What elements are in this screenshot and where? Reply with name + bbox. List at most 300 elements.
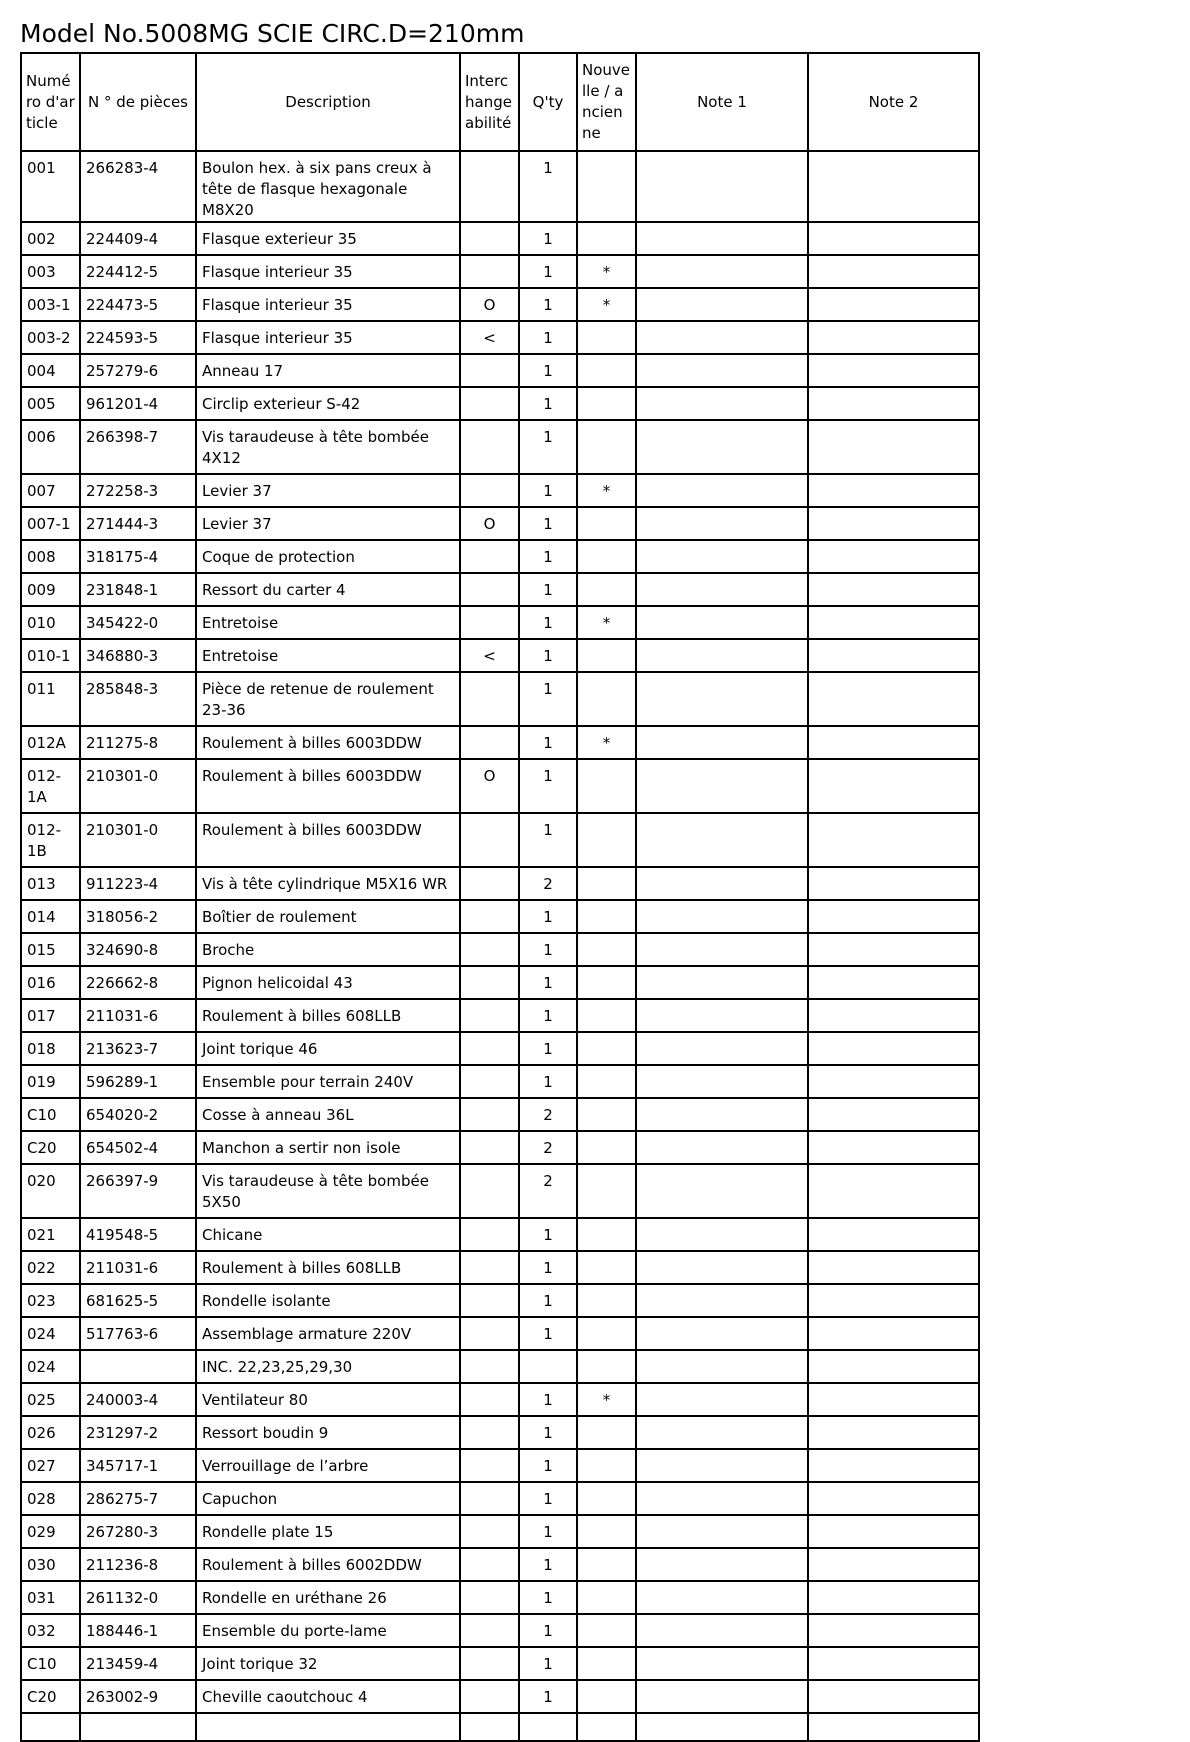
quantity-cell: 1 xyxy=(519,354,577,387)
part-number-cell: 211236-8 xyxy=(80,1548,196,1581)
table-body xyxy=(21,151,979,1741)
quantity-cell xyxy=(519,1350,577,1383)
note-1-cell xyxy=(636,1284,808,1317)
part-number-cell: 272258-3 xyxy=(80,474,196,507)
part-number-cell: 286275-7 xyxy=(80,1482,196,1515)
quantity-cell: 2 xyxy=(519,1164,577,1218)
table-row xyxy=(21,1164,979,1218)
interchangeability-cell xyxy=(460,813,519,867)
table-row xyxy=(21,540,979,573)
empty-cell xyxy=(21,1713,80,1741)
table-row xyxy=(21,1131,979,1164)
table-row xyxy=(21,1614,979,1647)
note-2-cell xyxy=(808,1548,979,1581)
note-2-cell xyxy=(808,726,979,759)
note-1-cell xyxy=(636,540,808,573)
quantity-cell: 1 xyxy=(519,900,577,933)
header-note-2: Note 2 xyxy=(808,53,979,151)
new-old-cell xyxy=(577,672,636,726)
part-number-cell: 213459-4 xyxy=(80,1647,196,1680)
quantity-cell: 1 xyxy=(519,1449,577,1482)
part-number-cell: 211275-8 xyxy=(80,726,196,759)
new-old-cell xyxy=(577,1647,636,1680)
note-2-cell xyxy=(808,606,979,639)
table-row xyxy=(21,1515,979,1548)
interchangeability-cell xyxy=(460,1482,519,1515)
note-2-cell xyxy=(808,354,979,387)
quantity-cell: 1 xyxy=(519,1548,577,1581)
empty-cell xyxy=(80,1713,196,1741)
note-2-cell xyxy=(808,1164,979,1218)
header-item-number: Numéro d'article xyxy=(21,53,80,151)
description-cell: Capuchon xyxy=(196,1482,460,1515)
interchangeability-cell xyxy=(460,1548,519,1581)
part-number-cell: 596289-1 xyxy=(80,1065,196,1098)
new-old-cell xyxy=(577,222,636,255)
part-number-cell: 257279-6 xyxy=(80,354,196,387)
item-number-cell: 010 xyxy=(21,606,80,639)
note-1-cell xyxy=(636,321,808,354)
interchangeability-cell xyxy=(460,900,519,933)
note-2-cell xyxy=(808,900,979,933)
interchangeability-cell xyxy=(460,1383,519,1416)
item-number-cell: 029 xyxy=(21,1515,80,1548)
table-row xyxy=(21,639,979,672)
header-new-old: Nouvelle / ancienne xyxy=(577,53,636,151)
description-cell: Levier 37 xyxy=(196,507,460,540)
item-number-cell: 012A xyxy=(21,726,80,759)
new-old-cell xyxy=(577,1350,636,1383)
part-number-cell: 224593-5 xyxy=(80,321,196,354)
description-cell: Joint torique 32 xyxy=(196,1647,460,1680)
new-old-cell xyxy=(577,1284,636,1317)
quantity-cell: 1 xyxy=(519,1218,577,1251)
note-1-cell xyxy=(636,1614,808,1647)
note-1-cell xyxy=(636,507,808,540)
interchangeability-cell xyxy=(460,966,519,999)
part-number-cell: 345717-1 xyxy=(80,1449,196,1482)
new-old-cell xyxy=(577,1032,636,1065)
empty-cell xyxy=(519,1713,577,1741)
item-number-cell: 010-1 xyxy=(21,639,80,672)
quantity-cell: 1 xyxy=(519,507,577,540)
header-quantity: Q'ty xyxy=(519,53,577,151)
new-old-cell xyxy=(577,1515,636,1548)
quantity-cell: 1 xyxy=(519,813,577,867)
description-cell: Cheville caoutchouc 4 xyxy=(196,1680,460,1713)
description-cell: Roulement à billes 6002DDW xyxy=(196,1548,460,1581)
item-number-cell: 030 xyxy=(21,1548,80,1581)
new-old-cell xyxy=(577,759,636,813)
interchangeability-cell xyxy=(460,474,519,507)
note-2-cell xyxy=(808,321,979,354)
table-row xyxy=(21,813,979,867)
table-row xyxy=(21,474,979,507)
note-2-cell xyxy=(808,540,979,573)
item-number-cell: 005 xyxy=(21,387,80,420)
description-cell: Flasque interieur 35 xyxy=(196,321,460,354)
part-number-cell: 681625-5 xyxy=(80,1284,196,1317)
interchangeability-cell xyxy=(460,1032,519,1065)
empty-cell xyxy=(196,1713,460,1741)
interchangeability-cell xyxy=(460,1065,519,1098)
part-number-cell: 267280-3 xyxy=(80,1515,196,1548)
table-row xyxy=(21,1350,979,1383)
item-number-cell: C20 xyxy=(21,1680,80,1713)
interchangeability-cell xyxy=(460,1350,519,1383)
item-number-cell: 021 xyxy=(21,1218,80,1251)
table-row xyxy=(21,354,979,387)
note-2-cell xyxy=(808,867,979,900)
part-number-cell: 346880-3 xyxy=(80,639,196,672)
part-number-cell: 213623-7 xyxy=(80,1032,196,1065)
note-2-cell xyxy=(808,288,979,321)
note-1-cell xyxy=(636,606,808,639)
new-old-cell xyxy=(577,387,636,420)
table-row xyxy=(21,999,979,1032)
part-number-cell: 266397-9 xyxy=(80,1164,196,1218)
quantity-cell: 1 xyxy=(519,540,577,573)
note-2-cell xyxy=(808,1515,979,1548)
note-1-cell xyxy=(636,867,808,900)
note-1-cell xyxy=(636,1065,808,1098)
description-cell: Pièce de retenue de roulement 23-36 xyxy=(196,672,460,726)
new-old-cell xyxy=(577,933,636,966)
note-1-cell xyxy=(636,1317,808,1350)
table-row xyxy=(21,1416,979,1449)
part-number-cell: 271444-3 xyxy=(80,507,196,540)
part-number-cell xyxy=(80,1350,196,1383)
quantity-cell: 1 xyxy=(519,387,577,420)
note-2-cell xyxy=(808,933,979,966)
new-old-cell xyxy=(577,966,636,999)
note-2-cell xyxy=(808,813,979,867)
interchangeability-cell xyxy=(460,1317,519,1350)
note-1-cell xyxy=(636,639,808,672)
quantity-cell: 1 xyxy=(519,1317,577,1350)
table-row xyxy=(21,387,979,420)
table-row xyxy=(21,573,979,606)
note-2-cell xyxy=(808,672,979,726)
description-cell: INC. 22,23,25,29,30 xyxy=(196,1350,460,1383)
note-2-cell xyxy=(808,1449,979,1482)
note-1-cell xyxy=(636,1416,808,1449)
new-old-cell: * xyxy=(577,288,636,321)
note-2-cell xyxy=(808,1647,979,1680)
item-number-cell: 011 xyxy=(21,672,80,726)
item-number-cell: 025 xyxy=(21,1383,80,1416)
note-1-cell xyxy=(636,1218,808,1251)
description-cell: Verrouillage de l’arbre xyxy=(196,1449,460,1482)
note-2-cell xyxy=(808,1581,979,1614)
quantity-cell: 1 xyxy=(519,1482,577,1515)
description-cell: Boulon hex. à six pans creux à tête de flasque hexagonale M8X20 xyxy=(196,151,460,222)
quantity-cell: 2 xyxy=(519,1098,577,1131)
part-number-cell: 324690-8 xyxy=(80,933,196,966)
item-number-cell: 020 xyxy=(21,1164,80,1218)
new-old-cell xyxy=(577,900,636,933)
quantity-cell: 1 xyxy=(519,672,577,726)
new-old-cell xyxy=(577,151,636,222)
part-number-cell: 210301-0 xyxy=(80,813,196,867)
note-1-cell xyxy=(636,151,808,222)
description-cell: Entretoise xyxy=(196,639,460,672)
quantity-cell: 1 xyxy=(519,151,577,222)
description-cell: Roulement à billes 608LLB xyxy=(196,999,460,1032)
note-1-cell xyxy=(636,573,808,606)
new-old-cell xyxy=(577,999,636,1032)
part-number-cell: 517763-6 xyxy=(80,1317,196,1350)
part-number-cell: 210301-0 xyxy=(80,759,196,813)
table-row-partial xyxy=(21,1713,979,1741)
item-number-cell: 007 xyxy=(21,474,80,507)
part-number-cell: 318056-2 xyxy=(80,900,196,933)
note-1-cell xyxy=(636,222,808,255)
interchangeability-cell xyxy=(460,672,519,726)
note-1-cell xyxy=(636,1680,808,1713)
description-cell: Roulement à billes 608LLB xyxy=(196,1251,460,1284)
item-number-cell: 015 xyxy=(21,933,80,966)
new-old-cell xyxy=(577,1251,636,1284)
interchangeability-cell xyxy=(460,1218,519,1251)
new-old-cell xyxy=(577,1164,636,1218)
quantity-cell: 1 xyxy=(519,966,577,999)
table-row xyxy=(21,966,979,999)
part-number-cell: 345422-0 xyxy=(80,606,196,639)
interchangeability-cell xyxy=(460,1251,519,1284)
table-row xyxy=(21,1449,979,1482)
interchangeability-cell xyxy=(460,387,519,420)
table-row xyxy=(21,288,979,321)
quantity-cell: 1 xyxy=(519,288,577,321)
header-interchangeability: Interchangeabilité xyxy=(460,53,519,151)
new-old-cell xyxy=(577,420,636,474)
quantity-cell: 1 xyxy=(519,726,577,759)
item-number-cell: C10 xyxy=(21,1647,80,1680)
interchangeability-cell xyxy=(460,1680,519,1713)
note-2-cell xyxy=(808,1614,979,1647)
description-cell: Ensemble pour terrain 240V xyxy=(196,1065,460,1098)
table-row xyxy=(21,255,979,288)
new-old-cell xyxy=(577,1548,636,1581)
quantity-cell: 1 xyxy=(519,222,577,255)
description-cell: Circlip exterieur S-42 xyxy=(196,387,460,420)
part-number-cell: 261132-0 xyxy=(80,1581,196,1614)
item-number-cell: 009 xyxy=(21,573,80,606)
note-1-cell xyxy=(636,1098,808,1131)
description-cell: Assemblage armature 220V xyxy=(196,1317,460,1350)
note-1-cell xyxy=(636,1647,808,1680)
description-cell: Pignon helicoidal 43 xyxy=(196,966,460,999)
table-row xyxy=(21,1251,979,1284)
item-number-cell: 032 xyxy=(21,1614,80,1647)
item-number-cell: 012-1B xyxy=(21,813,80,867)
note-2-cell xyxy=(808,1131,979,1164)
part-number-cell: 211031-6 xyxy=(80,999,196,1032)
table-row xyxy=(21,1482,979,1515)
quantity-cell: 1 xyxy=(519,1416,577,1449)
quantity-cell: 2 xyxy=(519,867,577,900)
part-number-cell: 224409-4 xyxy=(80,222,196,255)
quantity-cell: 1 xyxy=(519,639,577,672)
part-number-cell: 224412-5 xyxy=(80,255,196,288)
note-1-cell xyxy=(636,999,808,1032)
item-number-cell: 022 xyxy=(21,1251,80,1284)
note-1-cell xyxy=(636,387,808,420)
interchangeability-cell xyxy=(460,1098,519,1131)
quantity-cell: 1 xyxy=(519,420,577,474)
quantity-cell: 1 xyxy=(519,999,577,1032)
part-number-cell: 211031-6 xyxy=(80,1251,196,1284)
item-number-cell: 001 xyxy=(21,151,80,222)
new-old-cell xyxy=(577,1317,636,1350)
table-row xyxy=(21,151,979,222)
header-description: Description xyxy=(196,53,460,151)
interchangeability-cell xyxy=(460,1416,519,1449)
item-number-cell: 023 xyxy=(21,1284,80,1317)
note-2-cell xyxy=(808,474,979,507)
description-cell: Joint torique 46 xyxy=(196,1032,460,1065)
part-number-cell: 188446-1 xyxy=(80,1614,196,1647)
item-number-cell: 003-2 xyxy=(21,321,80,354)
description-cell: Rondelle isolante xyxy=(196,1284,460,1317)
part-number-cell: 266283-4 xyxy=(80,151,196,222)
part-number-cell: 231848-1 xyxy=(80,573,196,606)
item-number-cell: 026 xyxy=(21,1416,80,1449)
new-old-cell xyxy=(577,1065,636,1098)
description-cell: Coque de protection xyxy=(196,540,460,573)
note-1-cell xyxy=(636,726,808,759)
note-1-cell xyxy=(636,1383,808,1416)
table-row xyxy=(21,1548,979,1581)
interchangeability-cell: O xyxy=(460,507,519,540)
interchangeability-cell xyxy=(460,1164,519,1218)
note-2-cell xyxy=(808,1284,979,1317)
note-1-cell xyxy=(636,1350,808,1383)
description-cell: Flasque interieur 35 xyxy=(196,288,460,321)
new-old-cell xyxy=(577,1680,636,1713)
table-row xyxy=(21,759,979,813)
description-cell: Rondelle en uréthane 26 xyxy=(196,1581,460,1614)
table-row xyxy=(21,507,979,540)
new-old-cell xyxy=(577,1449,636,1482)
part-number-cell: 654502-4 xyxy=(80,1131,196,1164)
interchangeability-cell xyxy=(460,573,519,606)
interchangeability-cell xyxy=(460,1284,519,1317)
interchangeability-cell xyxy=(460,1581,519,1614)
item-number-cell: 003-1 xyxy=(21,288,80,321)
item-number-cell: 028 xyxy=(21,1482,80,1515)
interchangeability-cell xyxy=(460,933,519,966)
table-row xyxy=(21,1098,979,1131)
table-row xyxy=(21,900,979,933)
note-1-cell xyxy=(636,1581,808,1614)
interchangeability-cell xyxy=(460,1131,519,1164)
part-number-cell: 318175-4 xyxy=(80,540,196,573)
note-2-cell xyxy=(808,1416,979,1449)
note-2-cell xyxy=(808,387,979,420)
item-number-cell: 031 xyxy=(21,1581,80,1614)
description-cell: Cosse à anneau 36L xyxy=(196,1098,460,1131)
item-number-cell: 002 xyxy=(21,222,80,255)
new-old-cell xyxy=(577,321,636,354)
interchangeability-cell xyxy=(460,999,519,1032)
table-row xyxy=(21,1581,979,1614)
note-1-cell xyxy=(636,966,808,999)
empty-cell xyxy=(460,1713,519,1741)
interchangeability-cell: < xyxy=(460,639,519,672)
item-number-cell: 004 xyxy=(21,354,80,387)
description-cell: Manchon a sertir non isole xyxy=(196,1131,460,1164)
new-old-cell: * xyxy=(577,726,636,759)
new-old-cell: * xyxy=(577,255,636,288)
quantity-cell: 1 xyxy=(519,573,577,606)
quantity-cell: 1 xyxy=(519,1383,577,1416)
new-old-cell xyxy=(577,573,636,606)
new-old-cell xyxy=(577,1482,636,1515)
note-2-cell xyxy=(808,639,979,672)
interchangeability-cell xyxy=(460,1515,519,1548)
description-cell: Vis taraudeuse à tête bombée 4X12 xyxy=(196,420,460,474)
header-part-number: N ° de pièces xyxy=(80,53,196,151)
quantity-cell: 1 xyxy=(519,1680,577,1713)
empty-cell xyxy=(636,1713,808,1741)
note-2-cell xyxy=(808,1251,979,1284)
description-cell: Ressort boudin 9 xyxy=(196,1416,460,1449)
part-number-cell: 285848-3 xyxy=(80,672,196,726)
quantity-cell: 1 xyxy=(519,606,577,639)
description-cell: Flasque exterieur 35 xyxy=(196,222,460,255)
item-number-cell: 018 xyxy=(21,1032,80,1065)
note-2-cell xyxy=(808,420,979,474)
new-old-cell xyxy=(577,1098,636,1131)
description-cell: Rondelle plate 15 xyxy=(196,1515,460,1548)
quantity-cell: 2 xyxy=(519,1131,577,1164)
item-number-cell: 003 xyxy=(21,255,80,288)
quantity-cell: 1 xyxy=(519,255,577,288)
item-number-cell: 014 xyxy=(21,900,80,933)
new-old-cell xyxy=(577,867,636,900)
item-number-cell: 016 xyxy=(21,966,80,999)
item-number-cell: C10 xyxy=(21,1098,80,1131)
description-cell: Roulement à billes 6003DDW xyxy=(196,813,460,867)
new-old-cell xyxy=(577,1218,636,1251)
new-old-cell xyxy=(577,1131,636,1164)
quantity-cell: 1 xyxy=(519,321,577,354)
part-number-cell: 231297-2 xyxy=(80,1416,196,1449)
note-1-cell xyxy=(636,354,808,387)
note-2-cell xyxy=(808,1098,979,1131)
note-1-cell xyxy=(636,1251,808,1284)
table-row xyxy=(21,1065,979,1098)
interchangeability-cell: O xyxy=(460,288,519,321)
description-cell: Ventilateur 80 xyxy=(196,1383,460,1416)
quantity-cell: 1 xyxy=(519,1032,577,1065)
interchangeability-cell xyxy=(460,1647,519,1680)
note-2-cell xyxy=(808,573,979,606)
quantity-cell: 1 xyxy=(519,1251,577,1284)
new-old-cell xyxy=(577,507,636,540)
interchangeability-cell xyxy=(460,255,519,288)
item-number-cell: 008 xyxy=(21,540,80,573)
item-number-cell: 017 xyxy=(21,999,80,1032)
note-2-cell xyxy=(808,1032,979,1065)
quantity-cell: 1 xyxy=(519,1515,577,1548)
table-row xyxy=(21,606,979,639)
note-1-cell xyxy=(636,288,808,321)
quantity-cell: 1 xyxy=(519,759,577,813)
item-number-cell: 006 xyxy=(21,420,80,474)
